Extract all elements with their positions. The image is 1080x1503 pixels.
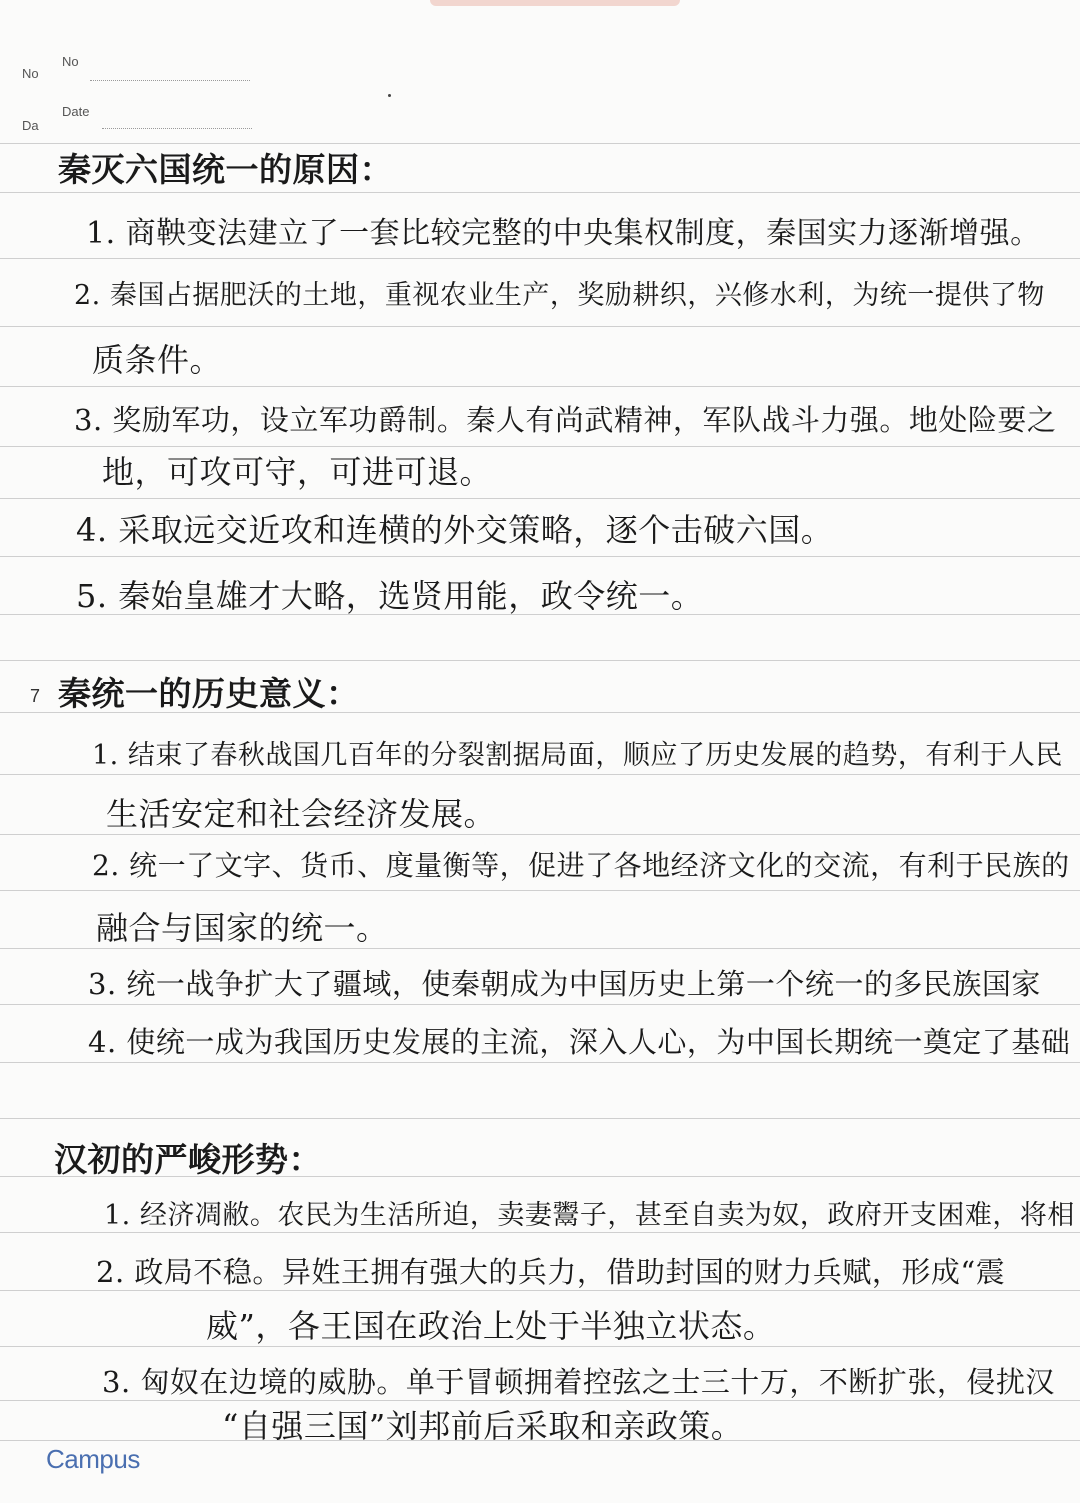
torn-paper-edge <box>430 0 680 6</box>
note-line: 3. 奖励军功，设立军功爵制。秦人有尚武精神，军队战斗力强。地处险要之 <box>74 403 1057 437</box>
notebook-brand-logo: Campus <box>46 1444 140 1474</box>
note-line: 1. 经济凋敝。农民为生活所迫，卖妻鬻子，甚至自卖为奴，政府开支困难，将相 <box>104 1200 1075 1231</box>
ruled-line <box>0 192 1080 193</box>
date-label: Date <box>62 104 90 119</box>
note-line: 4. 采取远交近攻和连横的外交策略，逐个击破六国。 <box>76 511 834 549</box>
note-line: 威”，各王国在政治上处于半独立状态。 <box>206 1307 776 1345</box>
note-line: 2. 统一了文字、货币、度量衡等，促进了各地经济文化的交流，有利于民族的 <box>92 849 1070 882</box>
note-line: 2. 政局不稳。异姓王拥有强大的兵力，借助封国的财力兵赋，形成“震 <box>96 1255 1006 1289</box>
note-line: 4. 使统一成为我国历史发展的主流，深入人心，为中国长期统一奠定了基础 <box>88 1025 1071 1059</box>
note-line: 地，可攻可守，可进可退。 <box>102 453 493 491</box>
ruled-line <box>0 660 1080 661</box>
ruled-line <box>0 143 1080 144</box>
ruled-line <box>0 890 1080 891</box>
note-line: 1. 商鞅变法建立了一套比较完整的中央集权制度，秦国实力逐渐增强。 <box>86 216 1041 251</box>
section-heading: 汉初的严峻形势： <box>54 1140 322 1179</box>
margin-date-label: Da <box>22 118 39 133</box>
note-line: 3. 匈奴在边境的威胁。单于冒顿拥着控弦之士三十万，不断扩张，侵扰汉 <box>102 1365 1055 1399</box>
note-line: 2. 秦国占据肥沃的土地，重视农业生产，奖励耕织，兴修水利，为统一提供了物 <box>74 280 1045 311</box>
date-field-line <box>102 128 252 129</box>
note-line: 生活安定和社会经济发展。 <box>106 795 497 833</box>
margin-marker: 7 <box>30 686 41 706</box>
no-label: No <box>62 54 79 69</box>
ruled-line <box>0 834 1080 835</box>
section-heading: 秦灭六国统一的原因： <box>58 150 393 189</box>
ruled-line <box>0 1004 1080 1005</box>
ruled-line <box>0 1118 1080 1119</box>
note-line: 5. 秦始皇雄才大略，选贤用能，政令统一。 <box>76 577 704 615</box>
note-line: “自强三国”刘邦前后采取和亲政策。 <box>222 1407 744 1445</box>
ruled-line <box>0 948 1080 949</box>
ruled-line <box>0 258 1080 259</box>
note-line: 融合与国家的统一。 <box>96 909 389 947</box>
no-field-line <box>90 80 250 81</box>
ruled-line <box>0 1062 1080 1063</box>
ruled-line <box>0 498 1080 499</box>
section-heading: 秦统一的历史意义： <box>58 674 360 713</box>
ink-dot <box>388 94 391 97</box>
ruled-line <box>0 326 1080 327</box>
ruled-line <box>0 386 1080 387</box>
note-line: 1. 结束了春秋战国几百年的分裂割据局面，顺应了历史发展的趋势，有利于人民 <box>92 740 1063 771</box>
ruled-line <box>0 556 1080 557</box>
note-line: 3. 统一战争扩大了疆域，使秦朝成为中国历史上第一个统一的多民族国家 <box>88 967 1041 1001</box>
ruled-line <box>0 1346 1080 1347</box>
ruled-line <box>0 446 1080 447</box>
note-line: 质条件。 <box>92 341 223 379</box>
margin-no-label: No <box>22 66 39 81</box>
